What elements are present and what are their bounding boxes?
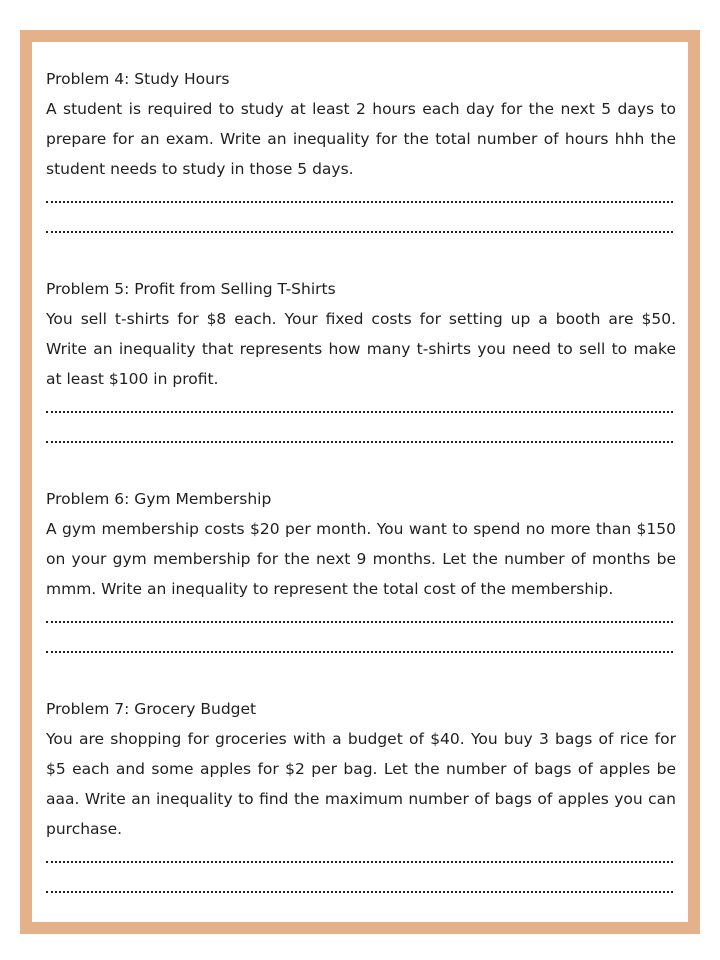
answer-line[interactable]: [46, 214, 676, 244]
problem-title: Problem 7: Grocery Budget: [46, 700, 257, 718]
answer-line[interactable]: [46, 184, 676, 214]
problem-title: Problem 4: Study Hours: [46, 70, 230, 88]
problem-7: [46, 694, 676, 904]
problem-text: You are shopping for groceries with a budget of $40. You buy 3 bags of rice for $5 each and some apples for $2 per bag. Let the number of bags of apples be aaa. Write an inequality to find the maximum number of bags of apples you can purchase.: [46, 730, 676, 838]
problem-6: [46, 484, 676, 664]
answer-line[interactable]: [46, 604, 676, 634]
problem-title: Problem 5: Profit from Selling T-Shirts: [46, 280, 336, 298]
problem-4: [46, 64, 676, 244]
problem-title: Problem 6: Gym Membership: [46, 490, 272, 508]
page-frame: [20, 30, 700, 934]
answer-line[interactable]: [46, 394, 676, 424]
answer-line[interactable]: [46, 874, 676, 904]
problem-text: A student is required to study at least 2 hours each day for the next 5 days to prepare for an exam. Write an inequality for the total number of hours hhh the student needs to study in those 5 days.: [46, 100, 676, 178]
problem-text: A gym membership costs $20 per month. You want to spend no more than $150 on your gym membership for the next 9 months. Let the number of months be mmm. Write an inequality to represent the total cost of the membership.: [46, 520, 676, 598]
worksheet-content: [46, 64, 676, 934]
problem-text: You sell t-shirts for $8 each. Your fixed costs for setting up a booth are $50. Write an inequality that represents how many t-shirts you need to sell to make at least $100 in profit.: [46, 310, 676, 388]
answer-line[interactable]: [46, 634, 676, 664]
answer-line[interactable]: [46, 844, 676, 874]
problem-5: [46, 274, 676, 454]
answer-line[interactable]: [46, 424, 676, 454]
